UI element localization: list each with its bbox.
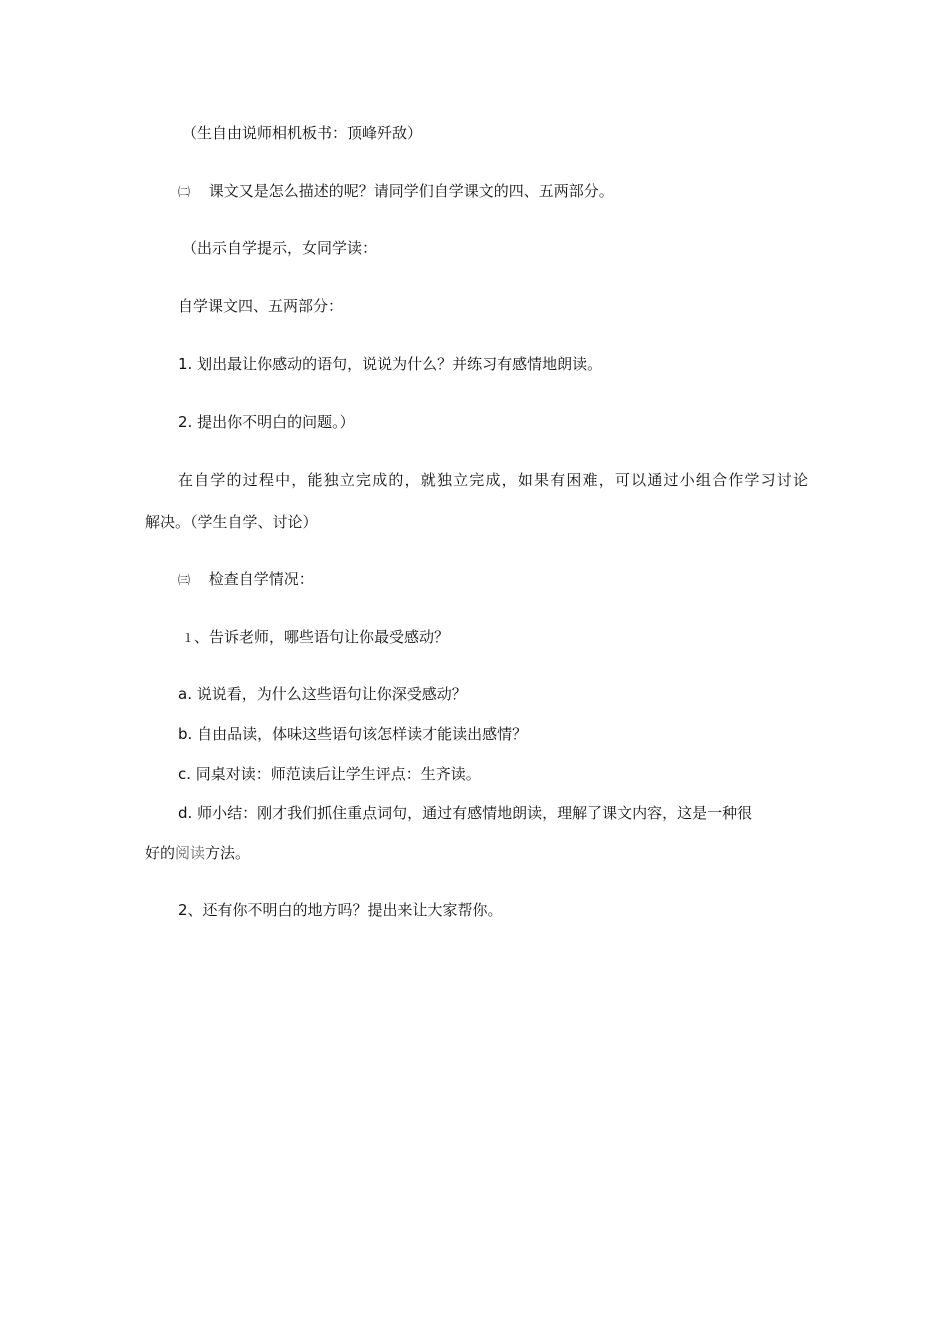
sub-item-d: [178, 803, 752, 823]
sub-item-marker: d.: [178, 804, 193, 822]
list-item-2: [178, 412, 355, 432]
sub-item-text: 自由品读，体味这些语句该怎样读才能读出感情？: [197, 725, 528, 743]
continuation-text-pre: 好的: [145, 844, 176, 862]
question-number: 2: [178, 901, 188, 919]
sub-item-d-continuation: [145, 843, 250, 863]
section-2-text: 课文又是怎么描述的呢？请同学们自学课文的四、五两部分。: [208, 182, 614, 200]
paragraph-study-title: [178, 296, 343, 316]
sub-item-c: [178, 764, 481, 784]
question-number: １: [182, 631, 195, 645]
sub-item-text: 说说看，为什么这些语句让你深受感动？: [196, 685, 467, 703]
study-title-text: 自学课文四、五两部分：: [178, 297, 344, 315]
sub-item-text: 师小结：刚才我们抓住重点词句，通过有感情地朗读，理解了课文内容，这是一种很: [197, 804, 753, 822]
section-marker: ㈡: [178, 185, 191, 199]
reading-link[interactable]: 阅读: [175, 844, 206, 862]
continuation-text-post: 方法。: [205, 844, 251, 862]
sub-item-text: 同桌对读：师范读后让学生评点：生齐读。: [195, 765, 481, 783]
paragraph-question-1: [182, 627, 449, 648]
question-1-text: 、告诉老师，哪些语句让你最受感动？: [194, 628, 450, 646]
paragraph-self-study-line1: [178, 470, 808, 490]
sub-item-marker: c.: [178, 765, 192, 783]
paragraph-board-note: [182, 123, 422, 143]
paragraph-self-study-line2: [145, 512, 318, 532]
list-item-text: . 提出你不明白的问题。）: [187, 413, 355, 431]
sub-item-marker: b.: [178, 725, 193, 743]
board-note-text: （生自由说师相机板书：顶峰歼敌）: [182, 124, 423, 142]
sub-item-a: [178, 684, 467, 704]
list-item-1: [178, 354, 602, 374]
self-study-text-line2: 解决。（学生自学、讨论）: [145, 513, 318, 531]
paragraph-question-2: [178, 900, 503, 920]
section-3-text: 检查自学情况：: [208, 570, 314, 588]
sub-item-marker: a.: [178, 685, 192, 703]
prompt-intro-text: （出示自学提示，女同学读：: [182, 239, 378, 257]
list-item-number: 1: [178, 355, 188, 373]
paragraph-prompt-intro: [182, 238, 377, 258]
section-marker: ㈢: [178, 573, 191, 587]
question-2-text: 、还有你不明白的地方吗？提出来让大家帮你。: [187, 901, 503, 919]
list-item-number: 2: [178, 413, 188, 431]
paragraph-section-2: [178, 181, 614, 202]
sub-item-b: [178, 724, 527, 744]
paragraph-section-3: [178, 569, 314, 590]
list-item-text: . 划出最让你感动的语句，说说为什么？并练习有感情地朗读。: [187, 355, 603, 373]
self-study-text-line1: 在自学的过程中，能独立完成的，就独立完成，如果有困难，可以通过小组合作学习讨论: [178, 471, 808, 489]
